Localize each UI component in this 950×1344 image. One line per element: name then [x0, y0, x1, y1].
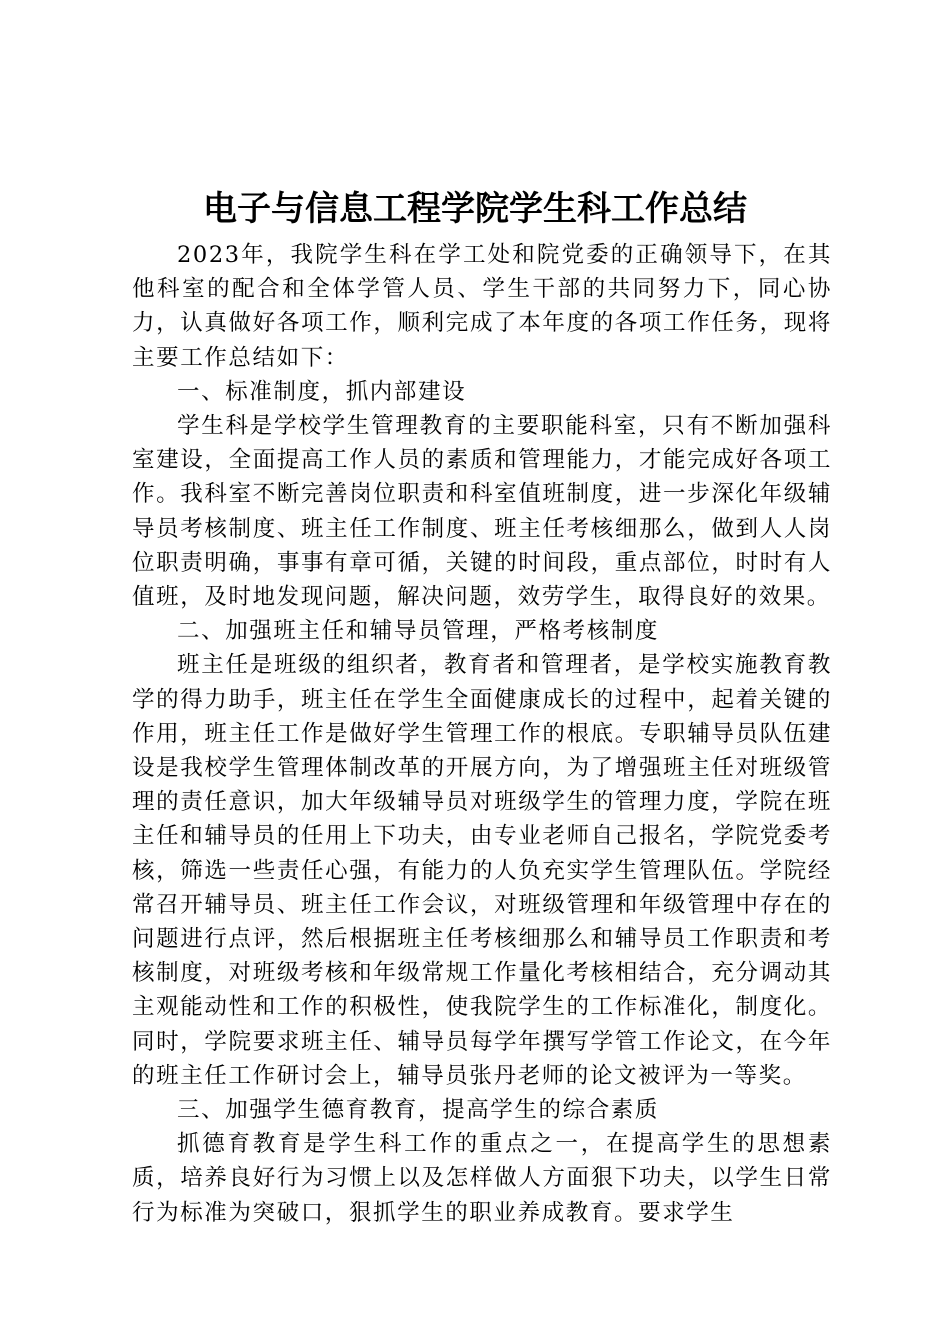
section-paragraph-3: 抓德育教育是学生科工作的重点之一，在提高学生的思想素质，培养良好行为习惯上以及怎样做人方面狠下功夫，以学生日常行为标准为突破口，狠抓学生的职业养成教育。要求学生 [132, 1131, 832, 1226]
document-body [132, 238, 832, 1230]
section-paragraph-2: 班主任是班级的组织者，教育者和管理者，是学校实施教育教学的得力助手，班主任在学生全面健康成长的过程中，起着关键的作用，班主任工作是做好学生管理工作的根底。专职辅导员队伍建设是我校学生管理体制改革的开展方向，为了增强班主任对班级管理的责任意识，加大年级辅导员对班级学生的管理力度，学院在班主任和辅导员的任用上下功夫，由专业老师自己报名，学院党委考核，筛选一些责任心强，有能力的人负充实学生管理队伍。学院经常召开辅导员、班主任工作会议，对班级管理和年级管理中存在的问题进行点评，然后根据班主任考核细那么和辅导员工作职责和考核制度，对班级考核和年级常规工作量化考核相结合，充分调动其主观能动性和工作的积极性，使我院学生的工作标准化，制度化。同时，学院要求班主任、辅导员每学年撰写学管工作论文，在今年的班主任工作研讨会上，辅导员张丹老师的论文被评为一等奖。 [132, 652, 832, 1089]
intro-paragraph: 2023年，我院学生科在学工处和院党委的正确领导下，在其他科室的配合和全体学管人员、学生干部的共同努力下，同心协力，认真做好各项工作，顺利完成了本年度的各项工作任务，现将主要工作总结如下： [132, 242, 832, 371]
document-title: 电子与信息工程学院学生科工作总结 [203, 189, 747, 229]
section-paragraph-1: 学生科是学校学生管理教育的主要职能科室，只有不断加强科室建设，全面提高工作人员的素质和管理能力，才能完成好各项工作。我科室不断完善岗位职责和科室值班制度，进一步深化年级辅导员考核制度、班主任工作制度、班主任考核细那么，做到人人岗位职责明确，事事有章可循，关键的时间段，重点部位，时时有人值班，及时地发现问题，解决问题，效劳学生，取得良好的效果。 [132, 413, 832, 611]
section-heading-1: 一、标准制度，抓内部建设 [177, 378, 467, 405]
section-heading-2: 二、加强班主任和辅导员管理，严格考核制度 [177, 618, 660, 645]
section-heading-3: 三、加强学生德育教育，提高学生的综合素质 [177, 1097, 660, 1124]
